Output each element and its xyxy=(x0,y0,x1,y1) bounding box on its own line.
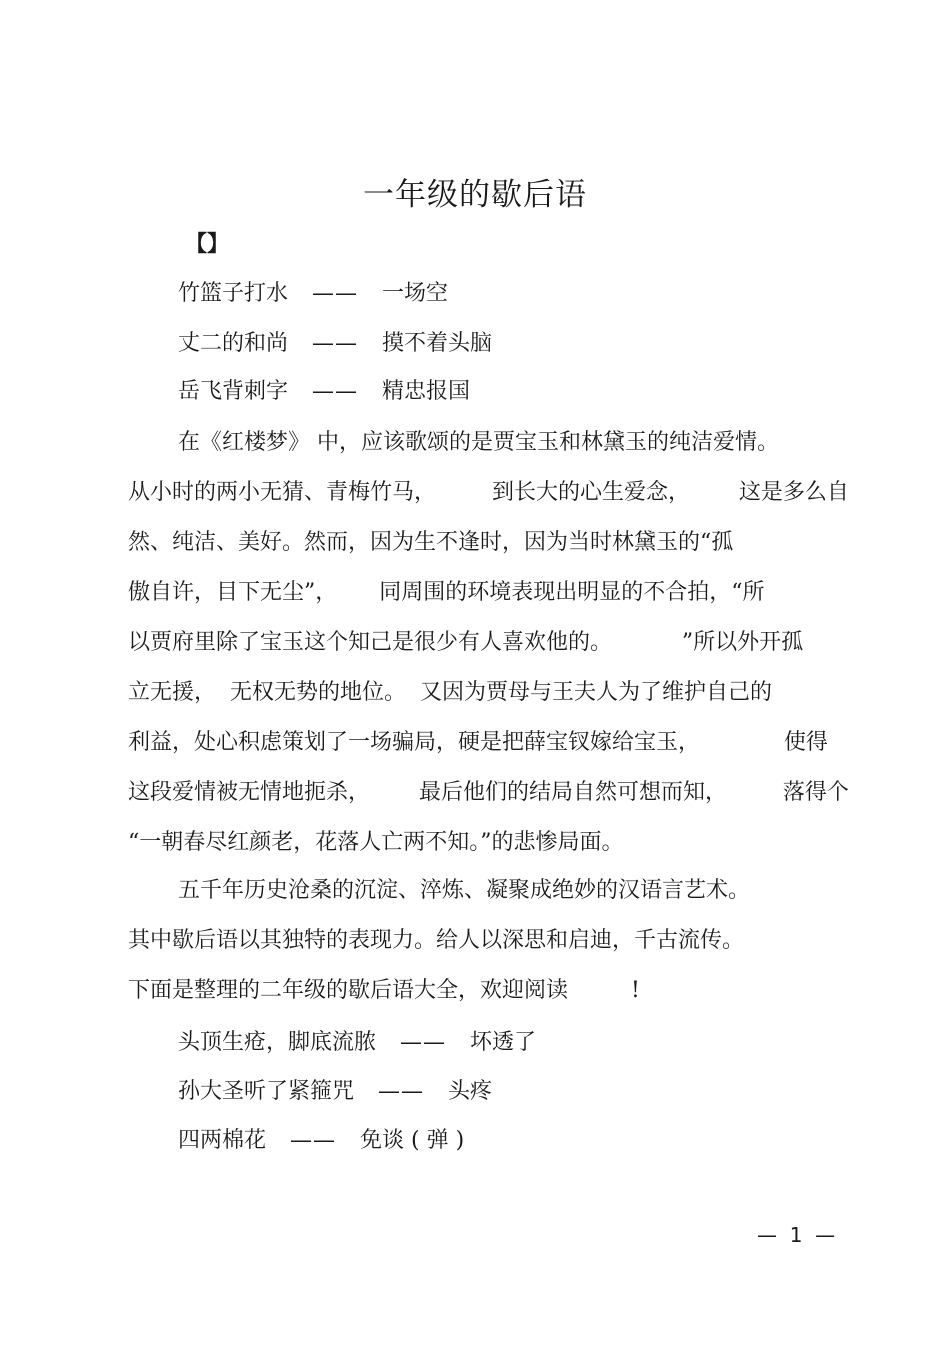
idiom-dash: —— xyxy=(312,379,359,404)
idiom-dash: —— xyxy=(312,331,359,356)
idiom-second-part: 坏透了 xyxy=(470,1030,537,1055)
paragraph-line: 从小时的两小无猜、青梅竹马， 到长大的心生爱念， 这是多么自 xyxy=(128,480,849,505)
document-title: 一年级的歇后语 xyxy=(363,177,587,213)
paragraph-honglou xyxy=(128,418,849,868)
paragraph-line: 立无援， 无权无势的地位。 又因为贾母与王夫人为了维护自己的 xyxy=(128,680,772,705)
paragraph-line: 其中歇后语以其独特的表现力。给人以深思和启迪，千古流传。 xyxy=(128,928,745,953)
idiom-first-part: 四两棉花 xyxy=(178,1128,267,1153)
idiom-line xyxy=(178,1125,464,1157)
paragraph-line: “一朝春尽红颜老，花落人亡两不知。”的悲惨局面。 xyxy=(128,830,624,855)
idiom-second-part: 一场空 xyxy=(382,281,449,306)
idiom-first-part: 竹篮子打水 xyxy=(178,281,289,306)
paragraph-line: 这段爱情被无情地扼杀， 最后他们的结局自然可想而知， 落得个 xyxy=(128,780,849,805)
paragraph-line: 五千年历史沧桑的沉淀、淬炼、凝聚成绝妙的汉语言艺术。 xyxy=(178,878,751,903)
idiom-line xyxy=(178,328,492,360)
idiom-first-part: 孙大圣听了紧箍咒 xyxy=(178,1079,355,1104)
idiom-first-part: 头顶生疮，脚底流脓 xyxy=(178,1030,377,1055)
paragraph-line: 傲自许，目下无尘”， 同周围的环境表现出明显的不合拍，“所 xyxy=(128,580,765,605)
idiom-dash: —— xyxy=(290,1128,337,1153)
idiom-second-part: 摸不着头脑 xyxy=(382,331,493,356)
paragraph-intro xyxy=(128,866,828,1016)
idiom-dash: —— xyxy=(400,1030,447,1055)
idiom-line xyxy=(178,376,470,408)
idiom-second-part: 免谈 ( 弹 ) xyxy=(360,1128,465,1153)
idiom-second-part: 头疼 xyxy=(448,1079,493,1104)
paragraph-line: 以贾府里除了宝玉这个知己是很少有人喜欢他的。 ”所以外开孤 xyxy=(128,630,804,655)
bracket-placeholder: 【】 xyxy=(185,231,230,257)
idiom-dash: —— xyxy=(378,1079,425,1104)
paragraph-line: 利益，处心积虑策划了一场骗局，硬是把薛宝钗嫁给宝玉， 使得 xyxy=(128,730,828,755)
idiom-dash: —— xyxy=(312,281,359,306)
page-number: — 1 — xyxy=(757,1223,836,1247)
idiom-first-part: 丈二的和尚 xyxy=(178,331,289,356)
paragraph-line: 在《红楼梦》 中，应该歌颂的是贾宝玉和林黛玉的纯洁爱情。 xyxy=(178,430,779,455)
idiom-first-part: 岳飞背刺字 xyxy=(178,379,289,404)
idiom-second-part: 精忠报国 xyxy=(382,379,471,404)
paragraph-line: 然、纯洁、美好。然而，因为生不逢时，因为当时林黛玉的“孤 xyxy=(128,530,734,555)
idiom-line xyxy=(178,1076,492,1108)
idiom-line xyxy=(178,1027,536,1059)
idiom-line xyxy=(178,278,448,310)
paragraph-line: 下面是整理的二年级的歇后语大全，欢迎阅读 ! xyxy=(128,978,640,1003)
